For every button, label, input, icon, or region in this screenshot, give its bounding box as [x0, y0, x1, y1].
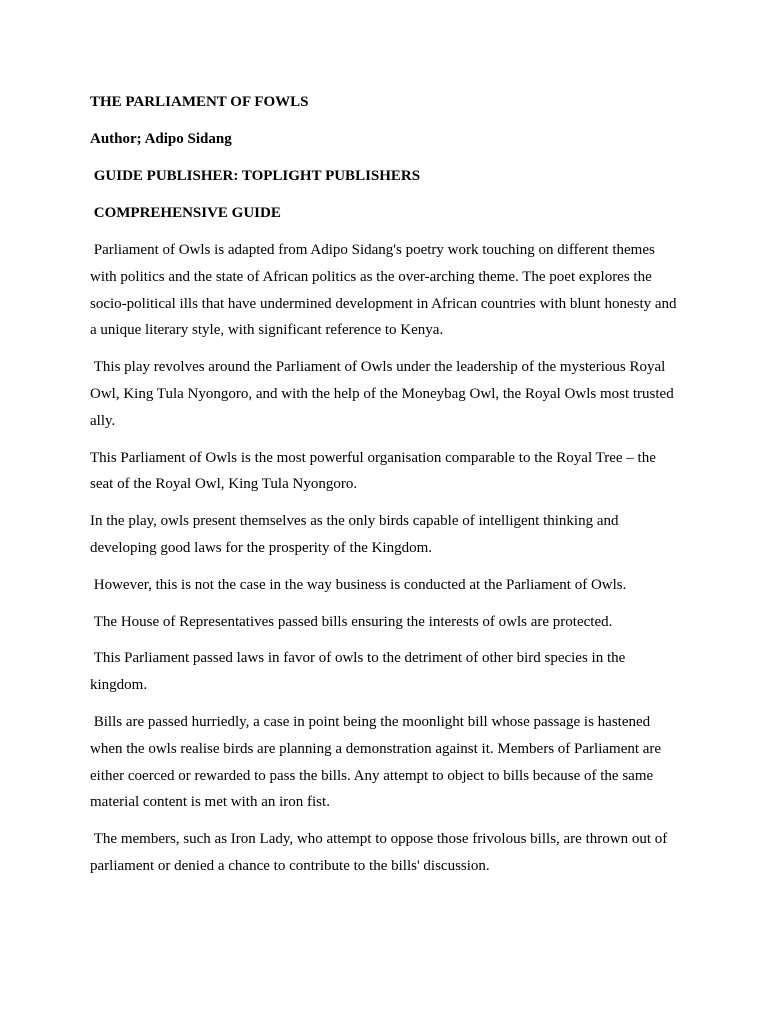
paragraph: This Parliament of Owls is the most powerful organisation comparable to the Royal Tree – the seat of the Royal Owl, King Tula Nyongoro. [90, 449, 660, 493]
document-subtitle: COMPREHENSIVE GUIDE [90, 205, 281, 221]
paragraph: This play revolves around the Parliament of Owls under the leadership of the mysterious Royal Owl, King Tula Nyongoro, and with the help of the Moneybag Owl, the Royal Owls most trusted ally. [90, 359, 678, 429]
paragraph: The members, such as Iron Lady, who attempt to oppose those frivolous bills, are thrown out of parliament or denied a chance to contribute to the bills' discussion. [90, 831, 671, 874]
paragraph: Parliament of Owls is adapted from Adipo Sidang's poetry work touching on different themes with politics and the state of African politics as the over-arching theme. The poet explores the socio-political ills that have undermined development in African countries with blunt honesty and a unique literary style, with significant reference to Kenya. [90, 242, 681, 339]
paragraph: This Parliament passed laws in favor of owls to the detriment of other bird species in the kingdom. [90, 650, 630, 694]
paragraph: The House of Representatives passed bills ensuring the interests of owls are protected. [90, 613, 613, 630]
paragraph: In the play, owls present themselves as the only birds capable of intelligent thinking and developing good laws for the prosperity of the Kingdom. [90, 513, 623, 556]
document-title: THE PARLIAMENT OF FOWLS [90, 94, 309, 110]
document-publisher: GUIDE PUBLISHER: TOPLIGHT PUBLISHERS [90, 168, 421, 184]
document-body [90, 91, 682, 890]
document-author: Author; Adipo Sidang [90, 131, 232, 147]
paragraph: Bills are passed hurriedly, a case in point being the moonlight bill whose passage is hastened when the owls realise birds are planning a demonstration against it. Members of Parliament are either coerced or rewarded to pass the bills. Any attempt to object to bills because of the same material content is met with an iron fist. [90, 713, 665, 811]
paragraph: However, this is not the case in the way business is conducted at the Parliament of Owls. [90, 576, 627, 593]
